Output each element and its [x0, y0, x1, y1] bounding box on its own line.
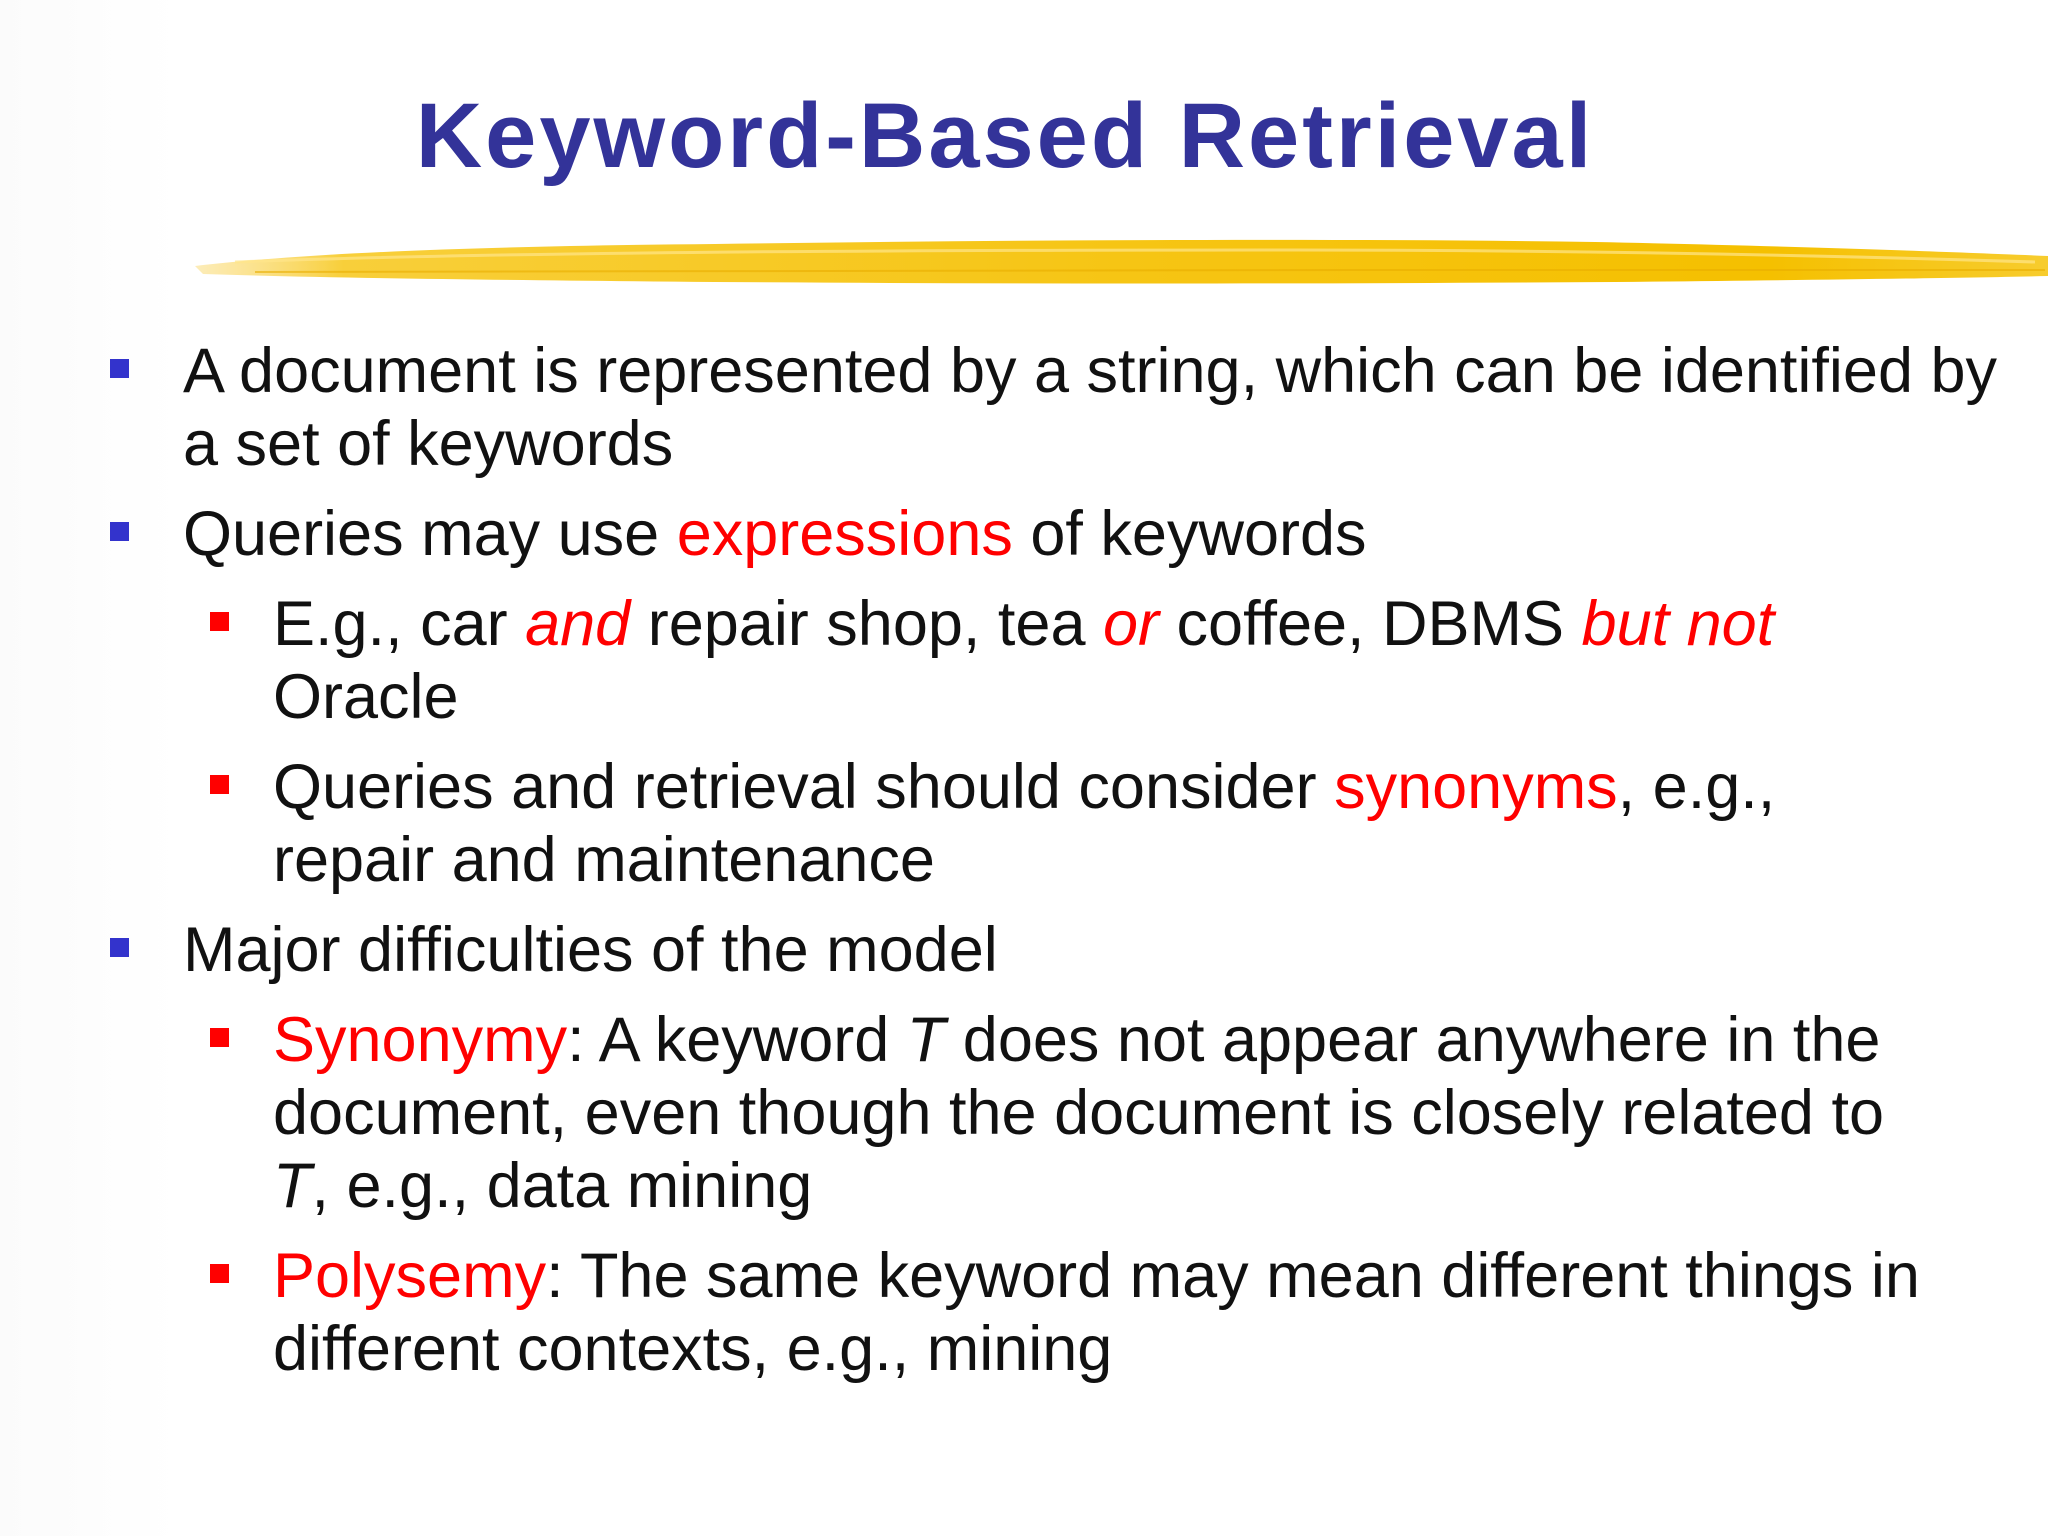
term-polysemy: Polysemy — [273, 1241, 547, 1311]
text-part: coffee, DBMS — [1159, 589, 1582, 659]
text-part: , e.g., repair and maintenance — [273, 752, 1776, 895]
bullet-list — [0, 335, 2048, 1403]
text-part: , e.g., data mining — [311, 1151, 813, 1221]
bullet-square-icon — [110, 359, 129, 378]
title-underline-brushstroke — [195, 222, 2048, 302]
bullet-document-representation — [183, 335, 2013, 481]
subbullet-polysemy — [273, 1240, 1933, 1386]
term-synonymy: Synonymy — [273, 1005, 568, 1075]
text-part: : A keyword — [567, 1005, 907, 1075]
bullet-square-icon — [210, 1264, 229, 1283]
text-part: does not appear anywhere in the document, even though the document is closely related to — [273, 1005, 1884, 1148]
bullet-square-icon — [210, 1028, 229, 1047]
text-part: Queries and retrieval should consider — [273, 752, 1335, 822]
bullet-text-post: of keywords — [1012, 499, 1367, 569]
bullet-major-difficulties — [183, 914, 2013, 987]
operator-or: or — [1103, 589, 1160, 659]
variable-t: T — [273, 1151, 312, 1221]
bullet-square-icon — [110, 522, 129, 541]
bullet-square-icon — [110, 938, 129, 957]
subbullet-example-boolean — [273, 588, 1933, 734]
variable-t: T — [906, 1005, 946, 1075]
text-part: E.g., car — [273, 589, 526, 659]
text-part: Oracle — [273, 662, 459, 732]
bullet-square-icon — [210, 775, 229, 794]
text-part: : The same keyword may mean different things in different contexts, e.g., mining — [273, 1241, 1920, 1384]
operator-but-not: but not — [1581, 589, 1775, 659]
text-part: repair shop, tea — [630, 589, 1103, 659]
bullet-text: A document is represented by a string, which can be identified by a set of keywords — [183, 336, 1998, 479]
bullet-text: Major difficulties of the model — [183, 915, 998, 985]
bullet-square-icon — [210, 612, 229, 631]
subbullet-synonyms — [273, 751, 1933, 897]
highlight-synonyms: synonyms — [1334, 752, 1618, 822]
slide-title: Keyword-Based Retrieval — [415, 85, 1595, 187]
operator-and: and — [525, 589, 631, 659]
subbullet-synonymy — [273, 1004, 1933, 1223]
bullet-text-pre: Queries may use — [183, 499, 677, 569]
bullet-queries-expressions — [183, 498, 2013, 571]
highlight-expressions: expressions — [676, 499, 1013, 569]
